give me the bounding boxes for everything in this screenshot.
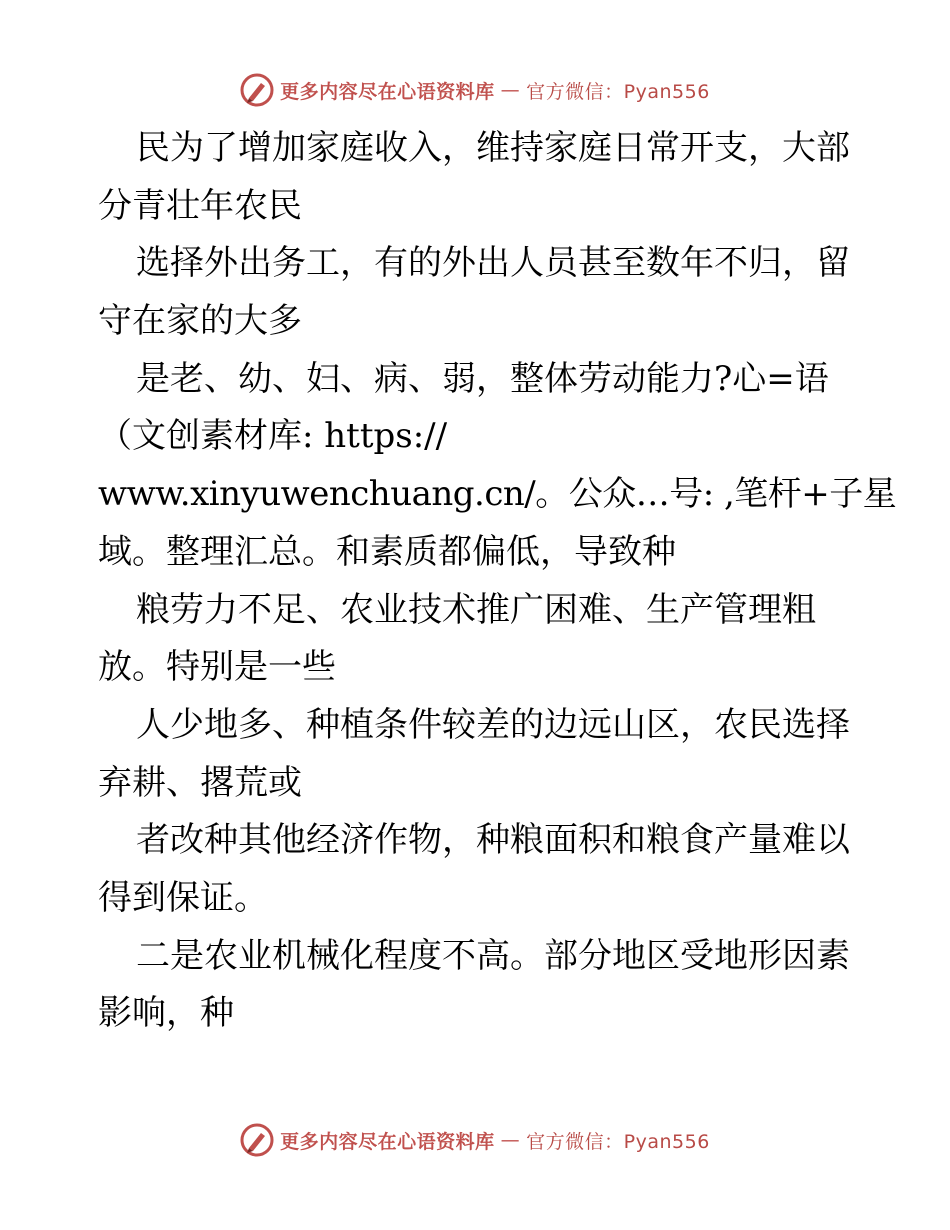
banner-wechat: 官方微信：Pyan556 bbox=[526, 1130, 710, 1153]
paragraph bbox=[98, 235, 858, 350]
paragraph bbox=[98, 120, 858, 235]
text-line: （文创素材库: https:// bbox=[98, 416, 448, 457]
paragraph bbox=[98, 928, 858, 1043]
text-line: 得到保证。 bbox=[98, 877, 268, 918]
text-line: 者改种其他经济作物，种粮面积和粮食产量难以 bbox=[136, 820, 850, 861]
document-body bbox=[98, 120, 897, 1043]
text-line: 守在家的大多 bbox=[98, 301, 302, 342]
banner-title: 更多内容尽在心语资料库 bbox=[280, 1130, 495, 1153]
pen-logo-icon bbox=[240, 1123, 274, 1157]
text-line: 二是农业机械化程度不高。部分地区受地形因素 bbox=[136, 935, 850, 976]
text-line: 分青壮年农民 bbox=[98, 185, 302, 226]
text-line: 放。特别是一些 bbox=[98, 647, 336, 688]
text-line: 粮劳力不足、农业技术推广困难、生产管理粗 bbox=[136, 589, 816, 630]
paragraph bbox=[98, 582, 858, 697]
footer-banner bbox=[0, 1120, 950, 1160]
paragraph bbox=[98, 351, 897, 582]
paragraph bbox=[98, 812, 858, 927]
banner-separator: — bbox=[500, 1129, 521, 1151]
text-line: 是老、幼、妇、病、弱，整体劳动能力?心=语 bbox=[136, 358, 829, 399]
text-line: 弃耕、撂荒或 bbox=[98, 762, 302, 803]
text-line: www.xinyuwenchuang.cn/。公众…号: ,笔杆+子星 bbox=[98, 474, 897, 515]
pen-logo-icon bbox=[240, 73, 274, 107]
banner-separator: — bbox=[500, 79, 521, 101]
paragraph bbox=[98, 697, 858, 812]
text-line: 选择外出务工，有的外出人员甚至数年不归，留 bbox=[136, 243, 850, 284]
text-line: 民为了增加家庭收入，维持家庭日常开支，大部 bbox=[136, 128, 850, 168]
banner-title: 更多内容尽在心语资料库 bbox=[280, 80, 495, 103]
banner-wechat: 官方微信：Pyan556 bbox=[526, 80, 710, 103]
text-line: 影响，种 bbox=[98, 993, 234, 1034]
header-banner bbox=[0, 70, 950, 110]
text-line: 人少地多、种植条件较差的边远山区，农民选择 bbox=[136, 704, 850, 745]
text-line: 域。整理汇总。和素质都偏低，导致种 bbox=[98, 531, 676, 572]
